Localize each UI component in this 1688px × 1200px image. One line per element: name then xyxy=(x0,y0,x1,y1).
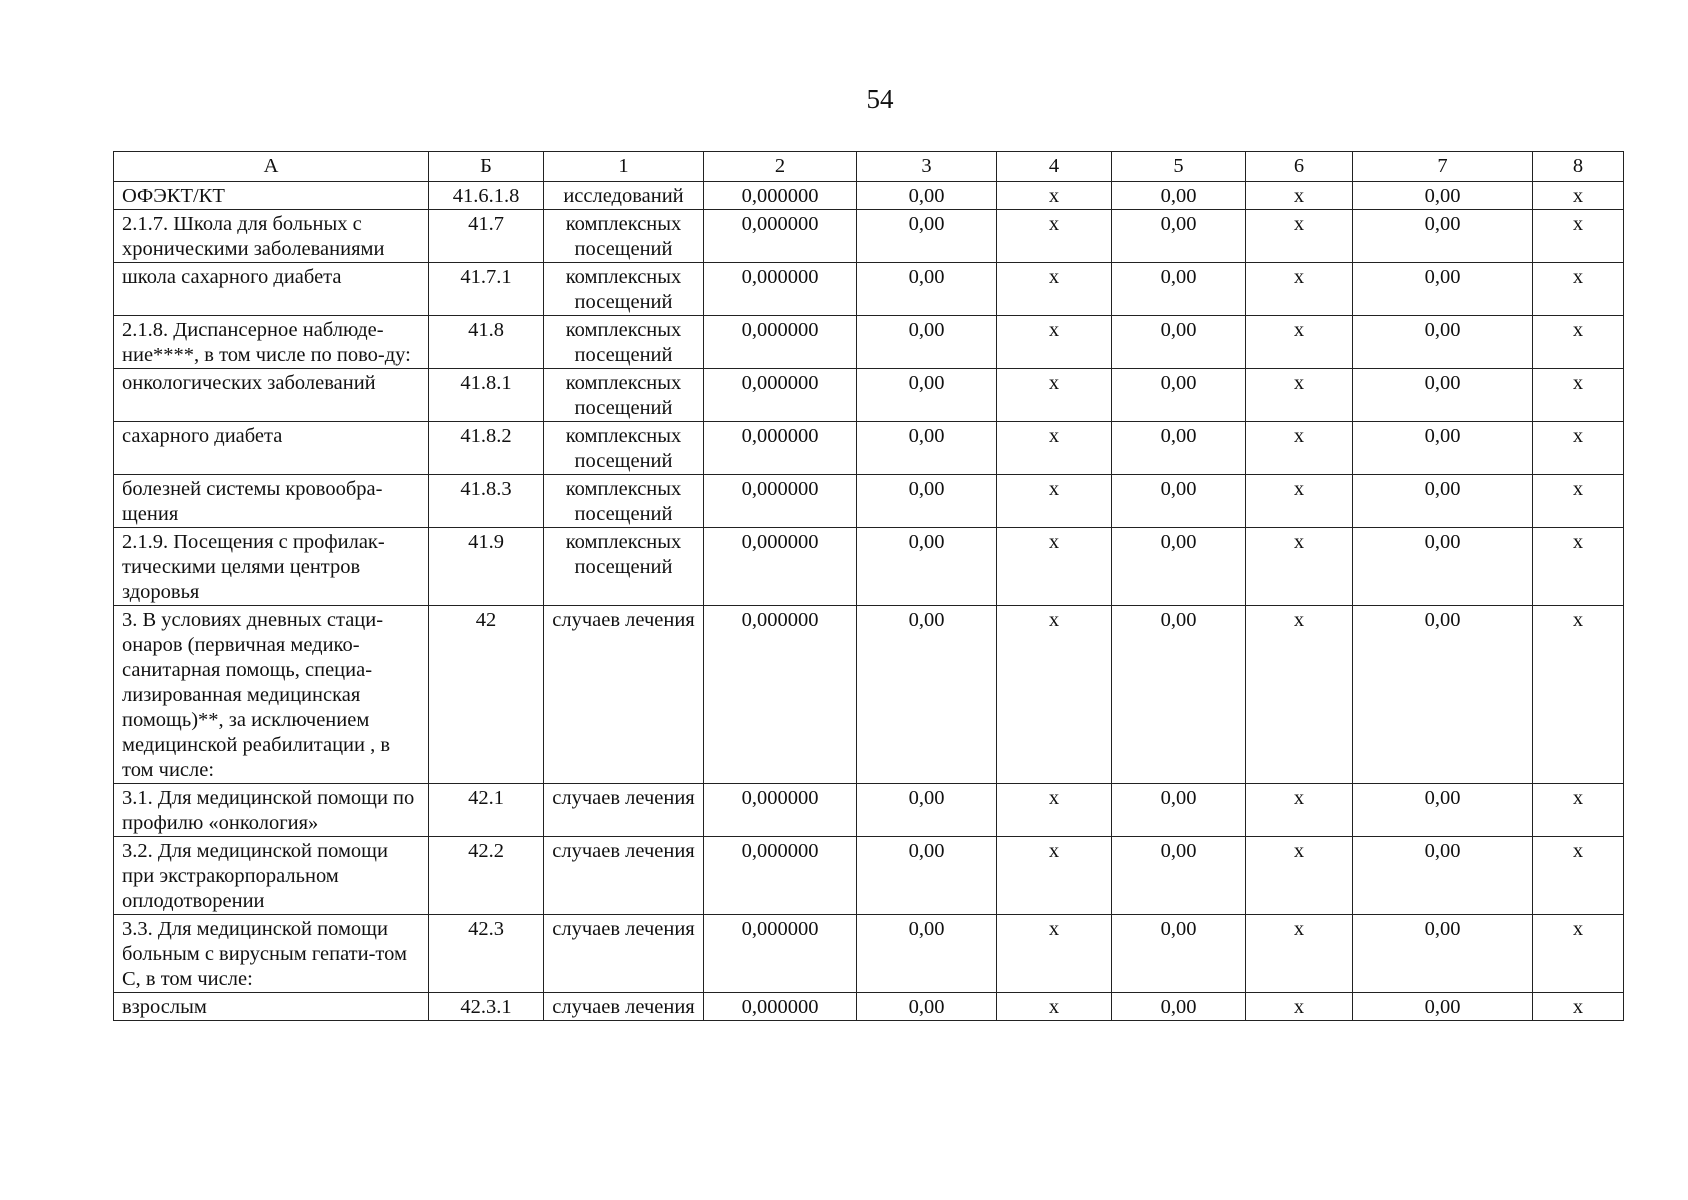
cell-col-8: x xyxy=(1533,475,1624,528)
cell-col-6: x xyxy=(1246,182,1353,210)
row-code: 42.3.1 xyxy=(429,993,544,1021)
table-row xyxy=(114,837,1624,915)
table-row xyxy=(114,993,1624,1021)
cell-col-2: 0,000000 xyxy=(704,475,857,528)
header-cell: Б xyxy=(429,152,544,182)
cell-col-5: 0,00 xyxy=(1112,784,1246,837)
cell-col-3: 0,00 xyxy=(857,837,997,915)
cell-col-4: x xyxy=(997,210,1112,263)
row-unit: случаев лечения xyxy=(544,993,704,1021)
cell-col-8: x xyxy=(1533,837,1624,915)
table-row xyxy=(114,606,1624,784)
cell-col-2: 0,000000 xyxy=(704,369,857,422)
cell-col-5: 0,00 xyxy=(1112,528,1246,606)
cell-col-7: 0,00 xyxy=(1353,528,1533,606)
header-cell: 7 xyxy=(1353,152,1533,182)
cell-col-6: x xyxy=(1246,263,1353,316)
cell-col-7: 0,00 xyxy=(1353,210,1533,263)
cell-col-4: x xyxy=(997,263,1112,316)
cell-col-3: 0,00 xyxy=(857,316,997,369)
cell-col-7: 0,00 xyxy=(1353,182,1533,210)
cell-col-8: x xyxy=(1533,182,1624,210)
cell-col-8: x xyxy=(1533,606,1624,784)
header-cell: А xyxy=(114,152,429,182)
cell-col-2: 0,000000 xyxy=(704,528,857,606)
header-cell: 5 xyxy=(1112,152,1246,182)
row-code: 41.8.1 xyxy=(429,369,544,422)
table-row xyxy=(114,422,1624,475)
cell-col-3: 0,00 xyxy=(857,182,997,210)
cell-col-8: x xyxy=(1533,528,1624,606)
cell-col-5: 0,00 xyxy=(1112,993,1246,1021)
cell-col-8: x xyxy=(1533,993,1624,1021)
cell-col-2: 0,000000 xyxy=(704,422,857,475)
row-unit: комплексных посещений xyxy=(544,263,704,316)
row-label: ОФЭКТ/КТ xyxy=(114,182,429,210)
row-code: 41.8.3 xyxy=(429,475,544,528)
table-row xyxy=(114,369,1624,422)
cell-col-2: 0,000000 xyxy=(704,993,857,1021)
cell-col-5: 0,00 xyxy=(1112,263,1246,316)
row-code: 42.1 xyxy=(429,784,544,837)
cell-col-4: x xyxy=(997,316,1112,369)
table-row xyxy=(114,528,1624,606)
cell-col-5: 0,00 xyxy=(1112,369,1246,422)
row-label: 3. В условиях дневных стаци-онаров (первичная медико-санитарная помощь, специа-лизированная медицинская помощь)**, за исключением медицинской реабилитации , в том числе: xyxy=(114,606,429,784)
row-code: 42.2 xyxy=(429,837,544,915)
row-unit: комплексных посещений xyxy=(544,369,704,422)
cell-col-5: 0,00 xyxy=(1112,182,1246,210)
cell-col-3: 0,00 xyxy=(857,915,997,993)
table-row xyxy=(114,316,1624,369)
cell-col-3: 0,00 xyxy=(857,606,997,784)
cell-col-6: x xyxy=(1246,475,1353,528)
cell-col-8: x xyxy=(1533,316,1624,369)
cell-col-5: 0,00 xyxy=(1112,606,1246,784)
row-unit: комплексных посещений xyxy=(544,422,704,475)
cell-col-8: x xyxy=(1533,784,1624,837)
cell-col-3: 0,00 xyxy=(857,263,997,316)
cell-col-5: 0,00 xyxy=(1112,422,1246,475)
cell-col-4: x xyxy=(997,182,1112,210)
cell-col-5: 0,00 xyxy=(1112,915,1246,993)
row-unit: комплексных посещений xyxy=(544,316,704,369)
cell-col-7: 0,00 xyxy=(1353,993,1533,1021)
row-unit: комплексных посещений xyxy=(544,210,704,263)
row-label: 2.1.8. Диспансерное наблюде-ние****, в том числе по пово-ду: xyxy=(114,316,429,369)
cell-col-5: 0,00 xyxy=(1112,837,1246,915)
row-code: 41.8 xyxy=(429,316,544,369)
cell-col-7: 0,00 xyxy=(1353,784,1533,837)
row-code: 41.7 xyxy=(429,210,544,263)
table-row xyxy=(114,784,1624,837)
cell-col-2: 0,000000 xyxy=(704,263,857,316)
cell-col-7: 0,00 xyxy=(1353,422,1533,475)
cell-col-6: x xyxy=(1246,528,1353,606)
cell-col-8: x xyxy=(1533,422,1624,475)
cell-col-4: x xyxy=(997,993,1112,1021)
cell-col-2: 0,000000 xyxy=(704,606,857,784)
cell-col-6: x xyxy=(1246,316,1353,369)
cell-col-7: 0,00 xyxy=(1353,837,1533,915)
cell-col-3: 0,00 xyxy=(857,422,997,475)
cell-col-2: 0,000000 xyxy=(704,837,857,915)
row-label: сахарного диабета xyxy=(114,422,429,475)
header-cell: 2 xyxy=(704,152,857,182)
cell-col-3: 0,00 xyxy=(857,475,997,528)
row-label: болезней системы кровообра-щения xyxy=(114,475,429,528)
row-code: 41.7.1 xyxy=(429,263,544,316)
cell-col-8: x xyxy=(1533,210,1624,263)
cell-col-7: 0,00 xyxy=(1353,915,1533,993)
table-row xyxy=(114,915,1624,993)
table-row xyxy=(114,263,1624,316)
header-cell: 4 xyxy=(997,152,1112,182)
row-label: школа сахарного диабета xyxy=(114,263,429,316)
cell-col-4: x xyxy=(997,528,1112,606)
cell-col-6: x xyxy=(1246,993,1353,1021)
row-code: 42.3 xyxy=(429,915,544,993)
cell-col-3: 0,00 xyxy=(857,210,997,263)
cell-col-4: x xyxy=(997,422,1112,475)
data-table xyxy=(113,151,1624,1021)
cell-col-2: 0,000000 xyxy=(704,784,857,837)
table-header-row xyxy=(114,152,1624,182)
cell-col-5: 0,00 xyxy=(1112,316,1246,369)
row-label: 2.1.9. Посещения с профилак-тическими целями центров здоровья xyxy=(114,528,429,606)
row-label: 2.1.7. Школа для больных с хроническими заболеваниями xyxy=(114,210,429,263)
header-cell: 3 xyxy=(857,152,997,182)
cell-col-2: 0,000000 xyxy=(704,316,857,369)
cell-col-8: x xyxy=(1533,915,1624,993)
cell-col-4: x xyxy=(997,369,1112,422)
cell-col-6: x xyxy=(1246,837,1353,915)
cell-col-6: x xyxy=(1246,422,1353,475)
cell-col-2: 0,000000 xyxy=(704,915,857,993)
table-row xyxy=(114,475,1624,528)
cell-col-6: x xyxy=(1246,915,1353,993)
cell-col-2: 0,000000 xyxy=(704,182,857,210)
cell-col-4: x xyxy=(997,915,1112,993)
row-unit: комплексных посещений xyxy=(544,528,704,606)
row-unit: комплексных посещений xyxy=(544,475,704,528)
row-unit: исследований xyxy=(544,182,704,210)
cell-col-2: 0,000000 xyxy=(704,210,857,263)
cell-col-4: x xyxy=(997,784,1112,837)
cell-col-4: x xyxy=(997,606,1112,784)
page-number: 54 xyxy=(866,84,894,114)
row-label: 3.2. Для медицинской помощи при экстракорпоральном оплодотворении xyxy=(114,837,429,915)
cell-col-3: 0,00 xyxy=(857,528,997,606)
cell-col-3: 0,00 xyxy=(857,369,997,422)
header-cell: 8 xyxy=(1533,152,1624,182)
cell-col-7: 0,00 xyxy=(1353,475,1533,528)
header-cell: 6 xyxy=(1246,152,1353,182)
cell-col-6: x xyxy=(1246,606,1353,784)
cell-col-6: x xyxy=(1246,784,1353,837)
cell-col-6: x xyxy=(1246,210,1353,263)
cell-col-7: 0,00 xyxy=(1353,316,1533,369)
cell-col-6: x xyxy=(1246,369,1353,422)
cell-col-7: 0,00 xyxy=(1353,263,1533,316)
row-code: 42 xyxy=(429,606,544,784)
cell-col-3: 0,00 xyxy=(857,993,997,1021)
cell-col-8: x xyxy=(1533,263,1624,316)
row-unit: случаев лечения xyxy=(544,915,704,993)
cell-col-4: x xyxy=(997,837,1112,915)
row-code: 41.6.1.8 xyxy=(429,182,544,210)
table-row xyxy=(114,182,1624,210)
cell-col-7: 0,00 xyxy=(1353,606,1533,784)
row-label: взрослым xyxy=(114,993,429,1021)
cell-col-5: 0,00 xyxy=(1112,210,1246,263)
cell-col-3: 0,00 xyxy=(857,784,997,837)
cell-col-7: 0,00 xyxy=(1353,369,1533,422)
row-unit: случаев лечения xyxy=(544,784,704,837)
row-unit: случаев лечения xyxy=(544,606,704,784)
table-row xyxy=(114,210,1624,263)
row-code: 41.9 xyxy=(429,528,544,606)
cell-col-8: x xyxy=(1533,369,1624,422)
row-code: 41.8.2 xyxy=(429,422,544,475)
row-label: онкологических заболеваний xyxy=(114,369,429,422)
row-label: 3.1. Для медицинской помощи по профилю «онкология» xyxy=(114,784,429,837)
cell-col-5: 0,00 xyxy=(1112,475,1246,528)
row-label: 3.3. Для медицинской помощи больным с вирусным гепати-том С, в том числе: xyxy=(114,915,429,993)
cell-col-4: x xyxy=(997,475,1112,528)
row-unit: случаев лечения xyxy=(544,837,704,915)
header-cell: 1 xyxy=(544,152,704,182)
